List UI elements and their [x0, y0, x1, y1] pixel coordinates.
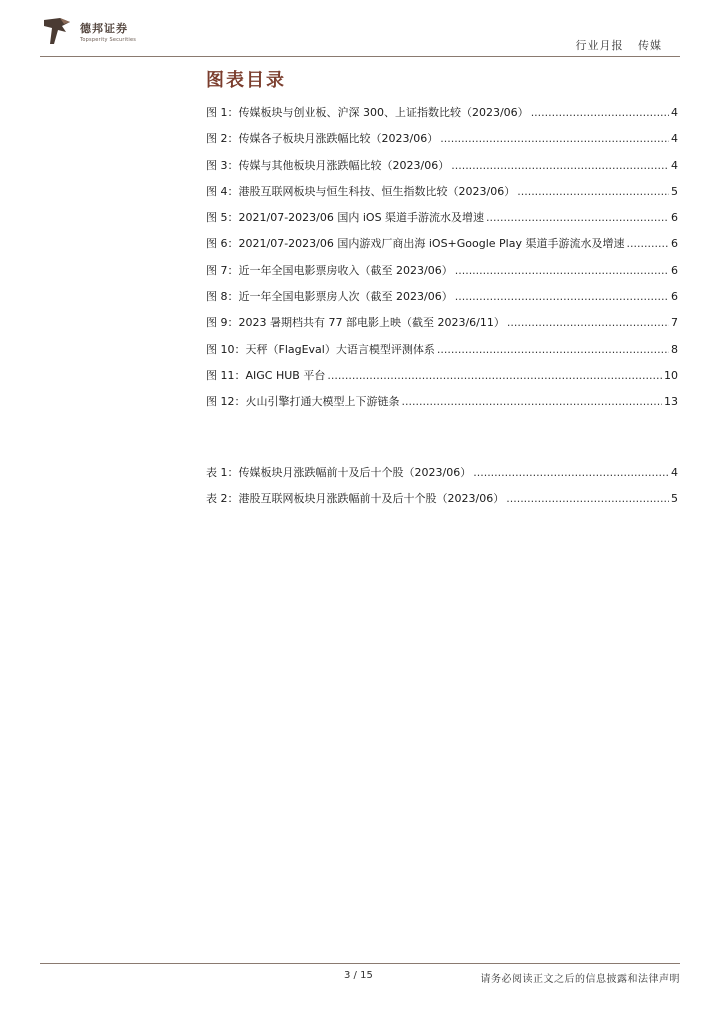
toc-entry-label: 图 9：2023 暑期档共有 77 部电影上映（截至 2023/6/11） [206, 316, 505, 330]
toc-entry[interactable] [206, 104, 678, 130]
toc-entry-page: 6 [671, 211, 678, 225]
toc-leader [440, 132, 669, 145]
brand-logo-icon [40, 14, 74, 48]
toc-leader [627, 237, 670, 250]
toc-entry[interactable] [206, 235, 678, 261]
figure-list [206, 104, 678, 420]
toc-entry[interactable] [206, 393, 678, 419]
toc-entry-label: 图 7：近一年全国电影票房收入（截至 2023/06） [206, 263, 453, 277]
toc-entry[interactable] [206, 314, 678, 340]
table-list [206, 464, 678, 517]
header-divider [40, 56, 680, 57]
toc-leader [473, 466, 669, 479]
toc-entry-page: 6 [671, 263, 678, 277]
toc-leader [507, 316, 669, 329]
toc-entry[interactable] [206, 183, 678, 209]
toc-entry-label: 表 1：传媒板块月涨跌幅前十及后十个股（2023/06） [206, 466, 472, 479]
page-header [0, 0, 724, 60]
toc-entry-label: 图 10：天秤（FlagEval）大语言模型评测体系 [206, 342, 435, 356]
toc-leader [506, 492, 669, 505]
toc-entry-page: 5 [671, 184, 678, 198]
toc-entry-page: 8 [671, 342, 678, 356]
toc-entry-page: 4 [671, 132, 678, 146]
toc-entry-label: 图 12：火山引擎打通大模型上下游链条 [206, 395, 400, 409]
legal-disclaimer: 请务必阅读正文之后的信息披露和法律声明 [480, 974, 680, 985]
report-sector: 传媒 [638, 39, 662, 52]
toc-entry[interactable] [206, 367, 678, 393]
toc-entry-page: 4 [671, 466, 678, 479]
toc-entry-label: 图 4：港股互联网板块与恒生科技、恒生指数比较（2023/06） [206, 184, 516, 198]
toc-leader [517, 185, 669, 198]
toc-leader [486, 211, 669, 224]
toc-entry[interactable] [206, 288, 678, 314]
brand-name-cn: 德邦证券 [80, 21, 128, 35]
toc-title: 图表目录 [206, 70, 286, 91]
toc-entry-label: 图 1：传媒板块与创业板、沪深 300、上证指数比较（2023/06） [206, 106, 529, 119]
toc-leader [327, 369, 662, 382]
toc-entry-page: 7 [671, 316, 678, 330]
toc-leader [437, 343, 669, 356]
toc-entry[interactable] [206, 464, 678, 490]
toc-leader [531, 106, 669, 119]
toc-entry-page: 4 [671, 106, 678, 119]
toc-leader [455, 264, 669, 277]
report-type: 行业月报 [575, 39, 624, 52]
page-number: 3 / 15 [344, 970, 373, 981]
report-meta [576, 37, 663, 53]
brand-name-en: Topsperity Securities [80, 36, 137, 43]
toc-entry-page: 13 [664, 395, 678, 409]
toc-entry[interactable] [206, 262, 678, 288]
toc-leader [402, 395, 663, 408]
toc-entry-label: 表 2：港股互联网板块月涨跌幅前十及后十个股（2023/06） [206, 492, 505, 506]
toc-entry-page: 10 [664, 368, 678, 382]
toc-entry-label: 图 11：AIGC HUB 平台 [206, 368, 326, 382]
brand-logo [40, 14, 136, 48]
toc-leader [455, 290, 669, 303]
toc-entry-label: 图 6：2021/07-2023/06 国内游戏厂商出海 iOS+Google Play 渠道手游流水及增速 [206, 237, 625, 251]
toc-entry-page: 6 [671, 290, 678, 304]
footer-divider [40, 963, 680, 964]
toc-entry-label: 图 2：传媒各子板块月涨跌幅比较（2023/06） [206, 132, 439, 146]
toc-entry[interactable] [206, 341, 678, 367]
toc-entry-label: 图 3：传媒与其他板块月涨跌幅比较（2023/06） [206, 158, 450, 172]
toc-entry-page: 5 [671, 492, 678, 506]
toc-entry-page: 6 [671, 237, 678, 251]
toc-entry[interactable] [206, 157, 678, 183]
toc-leader [451, 159, 669, 172]
toc-entry-label: 图 5：2021/07-2023/06 国内 iOS 渠道手游流水及增速 [206, 211, 485, 225]
toc-entry-page: 4 [671, 158, 678, 172]
toc-entry[interactable] [206, 209, 678, 235]
toc-entry[interactable] [206, 490, 678, 516]
toc-entry[interactable] [206, 130, 678, 156]
toc-entry-label: 图 8：近一年全国电影票房人次（截至 2023/06） [206, 290, 453, 304]
